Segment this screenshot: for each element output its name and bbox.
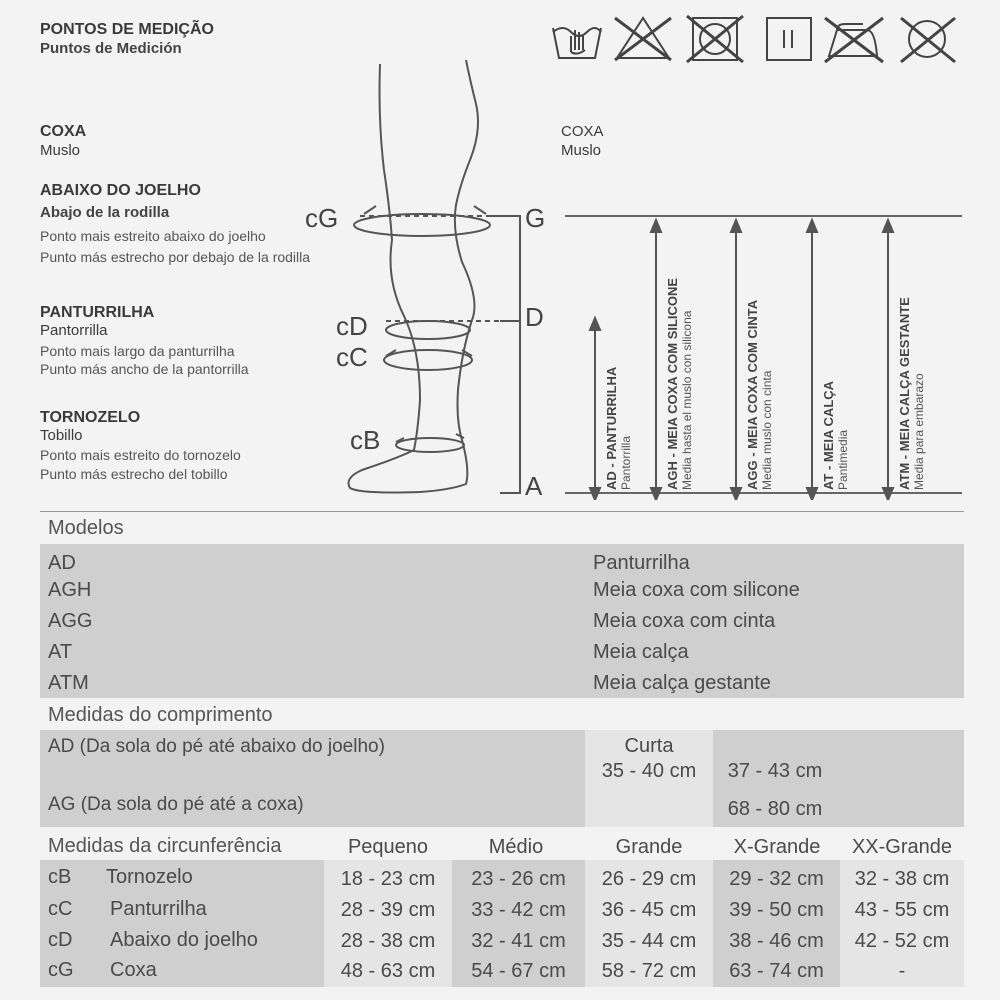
modelos-table <box>40 544 964 698</box>
modelo-name: Meia calça gestante <box>593 672 771 694</box>
circ-value: 38 - 46 cm <box>729 930 824 952</box>
modelo-code: AGG <box>48 610 93 632</box>
panturrilha-note-es: Punto más ancho de la pantorrilla <box>40 361 249 377</box>
circ-name: Abaixo do joelho <box>110 929 258 951</box>
tornozelo-note-pt: Ponto mais estreito do tornozelo <box>40 447 241 463</box>
table-row <box>40 606 964 637</box>
modelo-name: Meia coxa com silicone <box>593 579 800 601</box>
comprimento-ad-label: AD (Da sola do pé até abaixo do joelho) <box>48 736 385 757</box>
circ-value: 18 - 23 cm <box>340 868 436 890</box>
table-row <box>40 864 964 895</box>
modelos-heading: Modelos <box>48 517 124 539</box>
normal-ad-value: 37 - 43 cm <box>727 760 823 782</box>
cg-point-label: cG <box>305 203 339 233</box>
circ-name: Panturrilha <box>110 898 207 920</box>
table-row <box>40 575 964 606</box>
right-coxa-label-es: Muslo <box>561 142 602 159</box>
g-point-label: G <box>525 203 546 233</box>
joelho-note-pt: Ponto mais estreito abaixo do joelho <box>40 228 266 244</box>
tornozelo-label: TORNOZELO <box>40 409 141 426</box>
circ-value: 43 - 55 cm <box>854 899 950 921</box>
circ-code: cD <box>48 929 73 951</box>
curta-value: 35 - 40 cm <box>601 760 697 782</box>
arrow-label-agh: AGH - MEIA COXA COM SILICONE Media hasta el muslo con silicona <box>665 277 694 490</box>
joelho-label-es: Abajo de la rodilla <box>40 204 170 221</box>
a-point-label: A <box>525 471 543 501</box>
size-header: Grande <box>615 836 683 858</box>
coxa-label-es: Muslo <box>40 142 81 159</box>
circ-name: Tornozelo <box>106 866 193 888</box>
cc-point-label: cC <box>336 342 368 372</box>
arrow-label-at: AT - MEIA CALÇA Pantimedia <box>821 380 850 490</box>
panturrilha-note-pt: Ponto mais largo da panturrilha <box>40 343 235 359</box>
joelho-label: ABAIXO DO JOELHO <box>40 182 201 199</box>
tornozelo-note-es: Punto más estrecho del tobillo <box>40 466 228 482</box>
page-subtitle: Puntos de Medición <box>40 40 182 57</box>
modelo-code: ATM <box>48 672 89 694</box>
cd-point-label: cD <box>336 311 368 341</box>
modelo-name: Panturrilha <box>593 552 690 574</box>
tornozelo-label-es: Tobillo <box>40 427 83 444</box>
circ-value: 39 - 50 cm <box>729 899 824 921</box>
modelo-name: Meia coxa com cinta <box>593 610 776 632</box>
circ-code: cB <box>48 866 72 888</box>
page-title: PONTOS DE MEDIÇÃO <box>40 21 214 38</box>
circ-value: 36 - 45 cm <box>601 899 697 921</box>
table-row <box>40 926 964 957</box>
circ-value: 26 - 29 cm <box>601 868 697 890</box>
size-header: X-Grande <box>733 836 821 858</box>
table-row <box>40 637 964 668</box>
size-header: Pequeno <box>347 836 429 858</box>
circ-header-row <box>40 830 964 860</box>
circ-name: Coxa <box>110 959 157 981</box>
curta-label: Curta <box>624 735 674 757</box>
circ-value: 58 - 72 cm <box>601 960 697 982</box>
circ-code: cC <box>48 898 73 920</box>
circ-value: 63 - 74 cm <box>729 960 824 982</box>
circ-value: 33 - 42 cm <box>471 899 566 921</box>
modelo-name: Meia calça <box>593 641 689 663</box>
circ-heading: Medidas da circunferência <box>48 835 282 857</box>
arrow-label-ad: AD - PANTURRILHA Pantorrilla <box>604 366 633 490</box>
table-row <box>40 957 964 988</box>
table-row <box>40 895 964 926</box>
circ-code: cG <box>48 959 74 981</box>
comprimento-ag-label: AG (Da sola do pé até a coxa) <box>48 794 304 815</box>
circ-value: - <box>898 960 906 982</box>
circ-value: 28 - 39 cm <box>340 899 436 921</box>
d-point-label: D <box>525 302 544 332</box>
panturrilha-label: PANTURRILHA <box>40 304 155 321</box>
circ-value: 28 - 38 cm <box>340 930 436 952</box>
size-header: Médio <box>488 836 544 858</box>
divider <box>40 511 964 512</box>
modelo-code: AGH <box>48 579 92 601</box>
right-coxa-label: COXA <box>561 123 604 140</box>
modelo-code: AT <box>48 641 73 663</box>
circ-value: 35 - 44 cm <box>601 930 697 952</box>
circ-value: 48 - 63 cm <box>340 960 436 982</box>
circ-value: 54 - 67 cm <box>471 960 566 982</box>
arrow-label-atm: ATM - MEIA CALÇA GESTANTE Media para embarazo <box>897 297 926 490</box>
arrow-label-agg: AGG - MEIA COXA COM CINTA Media muslo con cinta <box>745 299 774 490</box>
circ-value: 32 - 41 cm <box>471 930 566 952</box>
circ-value: 32 - 38 cm <box>854 868 950 890</box>
joelho-note-es: Punto más estrecho por debajo de la rodilla <box>40 249 311 265</box>
coxa-label: COXA <box>40 123 87 140</box>
modelo-code: AD <box>48 552 76 574</box>
normal-ag-value: 68 - 80 cm <box>727 798 823 820</box>
panturrilha-label-es: Pantorrilla <box>40 322 108 339</box>
comprimento-heading: Medidas do comprimento <box>48 704 273 726</box>
table-row <box>40 668 964 699</box>
circ-value: 42 - 52 cm <box>854 930 950 952</box>
cb-point-label: cB <box>350 425 381 455</box>
size-header: XX-Grande <box>851 836 953 858</box>
circ-value: 29 - 32 cm <box>729 868 824 890</box>
circ-value: 23 - 26 cm <box>471 868 566 890</box>
